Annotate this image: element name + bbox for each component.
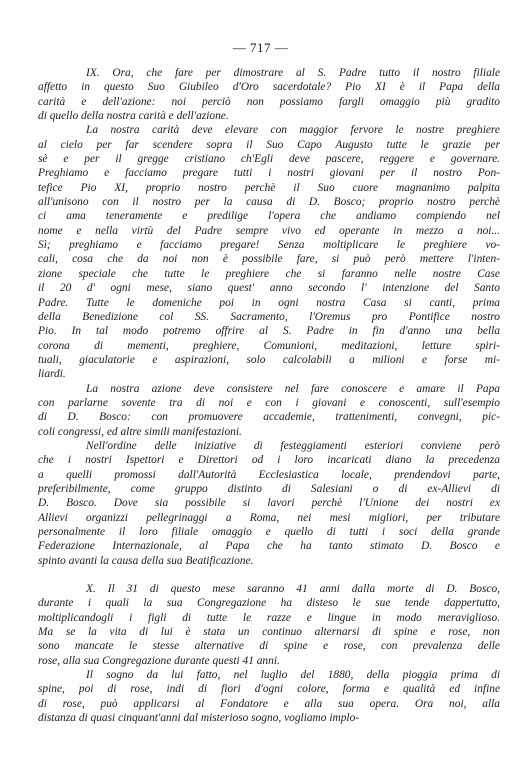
line-text: affetto in questo Suo Giubileo d'Oro sacerdotale? Pio XI è il Papa della (38, 81, 500, 94)
line-text: Nell'ordine delle iniziative di festeggiamenti esteriori conviene però (86, 439, 500, 452)
text-line (38, 639, 500, 653)
line-text: personalmente il loro filiale omaggio e quello di tutti i soci della grande (38, 526, 500, 538)
text-column (38, 66, 500, 725)
text-line (38, 525, 500, 539)
line-text: durante i quali la sua Congregazione ha disteso le sue tende dappertutto, (38, 597, 500, 610)
text-line (38, 625, 500, 639)
text-line (38, 123, 500, 137)
line-text: con parlarne sovente tra di noi e con i giovani e conoscenti, sull'esempio (38, 396, 500, 409)
line-text: sè e per il gregge cristiano ch'Egli deve pascere, reggere e governare. (38, 153, 500, 166)
line-text: cali, cosa che da noi non è possibile fare, si può però mettere l'inten- (38, 253, 500, 266)
text-line (38, 252, 500, 266)
text-line (38, 439, 500, 453)
line-text: La nostra carità deve elevare con maggior fervore le nostre preghiere (86, 124, 500, 137)
paragraph (38, 66, 500, 123)
line-text: Ma se la vita di lui è stata un continuo alternarsi di spine e rose, non (38, 626, 500, 639)
text-line (38, 339, 500, 353)
paragraph (38, 123, 500, 381)
line-text: corona di mementi, preghiere, Comunioni, meditazioni, letture spiri- (38, 339, 500, 352)
text-line (38, 425, 500, 439)
text-line (38, 482, 500, 496)
line-text: che i nostri Ispettori e Direttori od i loro incaricati diano la precedenza (38, 454, 500, 467)
line-text: Il sogno da lui fatto, nel luglio del 1880, della pioggia prima di (86, 669, 500, 682)
text-line (38, 697, 500, 711)
line-text: La nostra azione deve consistere nel fare conoscere e amare il Papa (86, 382, 500, 395)
text-line (38, 281, 500, 295)
line-text: ci ama teneramente e predilige l'opera che andiamo compiendo nel (38, 210, 500, 223)
line-text: coli congressi, ed altre simili manifestazioni. (38, 425, 242, 438)
text-line (38, 711, 500, 725)
text-line (38, 80, 500, 94)
text-line (38, 554, 500, 568)
text-line (38, 382, 500, 396)
text-line (38, 367, 500, 381)
text-line (38, 468, 500, 482)
text-line (38, 209, 500, 223)
text-line (38, 682, 500, 696)
line-text: carità e dell'azione: noi perciò non possiamo fargli omaggio più gradito (38, 95, 500, 108)
paragraph (38, 382, 500, 439)
text-line (38, 496, 500, 510)
text-line (38, 324, 500, 338)
text-line (38, 611, 500, 625)
text-line (38, 410, 500, 424)
text-line (38, 668, 500, 682)
text-line (38, 396, 500, 410)
line-text: di D. Bosco: con promuovere accademie, trattenimenti, convegni, pic- (38, 411, 500, 424)
line-text: Sì; preghiamo e facciamo pregare! Senza moltiplicare le preghiere vo- (38, 239, 500, 252)
line-text: al cielo per far scendere sopra il Suo Capo Augusto tutte le grazie per (38, 138, 500, 151)
line-text: rose, alla sua Congregazione durante questi 41 anni. (38, 654, 280, 667)
paragraph (38, 439, 500, 568)
line-text: liardi. (38, 368, 66, 381)
section-gap (38, 568, 500, 582)
text-line (38, 152, 500, 166)
text-line (38, 109, 500, 123)
line-text: della Benedizione col SS. Sacramento, l'Oremus pro Pontifice nostro (38, 310, 500, 323)
text-line (38, 596, 500, 610)
line-text: Federazione Internazionale, al Papa che ha tanto stimato D. Bosco e (38, 540, 500, 553)
line-text: all'unisono con il nostro per la causa di D. Bosco; proprio nostro perchè (38, 196, 500, 209)
text-line (38, 453, 500, 467)
line-text: il 20 d' ogni mese, siano quest' anno secondo l' intenzione del Santo (38, 282, 500, 295)
line-text: spine, poi di rose, indi di fiori d'ogni colore, forma e qualità ed infine (38, 683, 500, 696)
text-line (38, 166, 500, 180)
line-text: di quello della nostra carità e dell'azione. (38, 110, 229, 123)
text-line (38, 353, 500, 367)
text-line (38, 296, 500, 310)
line-text: tuali, giaculatorie e aspirazioni, solo calcolabili a milioni e forse mi- (38, 353, 500, 366)
line-text: tefice Pio XI, proprio nostro perchè il Suo cuore magnanimo palpita (38, 181, 500, 194)
line-text: moltiplicandogli i figli di tutte le razze e lingue in modo meraviglioso. (38, 611, 500, 624)
text-line (38, 654, 500, 668)
line-text: Allievi organizzi pellegrinaggi a Roma, nei mesi migliori, per tributare (38, 511, 500, 524)
line-text: a quelli promossi dall'Autorità Ecclesiastica locale, prendendovi parte, (38, 468, 500, 481)
line-text: X. Il 31 di questo mese saranno 41 anni dalla morte di D. Bosco, (86, 583, 500, 596)
text-line (38, 66, 500, 80)
line-text: di rose, può applicarsi al Fondatore e alla sua opera. Ora noi, alla (38, 697, 500, 710)
line-text: nome e nella virtù del Padre sempre vivo ed operante in mezzo a noi... (38, 224, 500, 237)
text-line (38, 181, 500, 195)
line-text: distanza di quasi cinquant'anni dal misterioso sogno, vogliamo implo- (38, 712, 360, 725)
paragraph (38, 582, 500, 668)
text-line (38, 267, 500, 281)
line-text: spinto avanti la causa della sua Beatificazione. (38, 554, 254, 567)
text-line (38, 195, 500, 209)
text-line (38, 310, 500, 324)
line-text: zione speciale che tutte le preghiere che si faranno nelle nostre Case (38, 267, 500, 280)
line-text: D. Bosco. Dove sia possibile si lavori perchè l'Unione dei nostri ex (38, 497, 500, 510)
line-text: Pio. In tal modo potremo offrire al S. Padre in fin d'anno una bella (38, 325, 500, 338)
text-line (38, 238, 500, 252)
line-text: Preghiamo e facciamo pregare tutti i nostri giovani per il nostro Pon- (38, 167, 500, 180)
line-text: preferibilmente, come gruppo distinto di Salesiani o di ex-Allievi di (38, 482, 500, 495)
line-text: IX. Ora, che fare per dimostrare al S. Padre tutto il nostro filiale (86, 67, 500, 79)
line-text: Padre. Tutte le domeniche poi in ogni nostra Casa si canti, prima (38, 296, 500, 309)
text-line (38, 95, 500, 109)
paragraph (38, 668, 500, 725)
text-line (38, 224, 500, 238)
text-line (38, 539, 500, 553)
page-number: — 717 — (232, 40, 289, 55)
text-line (38, 138, 500, 152)
line-text: sono mancate le stesse alternative di spine e rose, con prevalenza delle (38, 640, 500, 653)
text-line (38, 582, 500, 596)
text-line (38, 511, 500, 525)
